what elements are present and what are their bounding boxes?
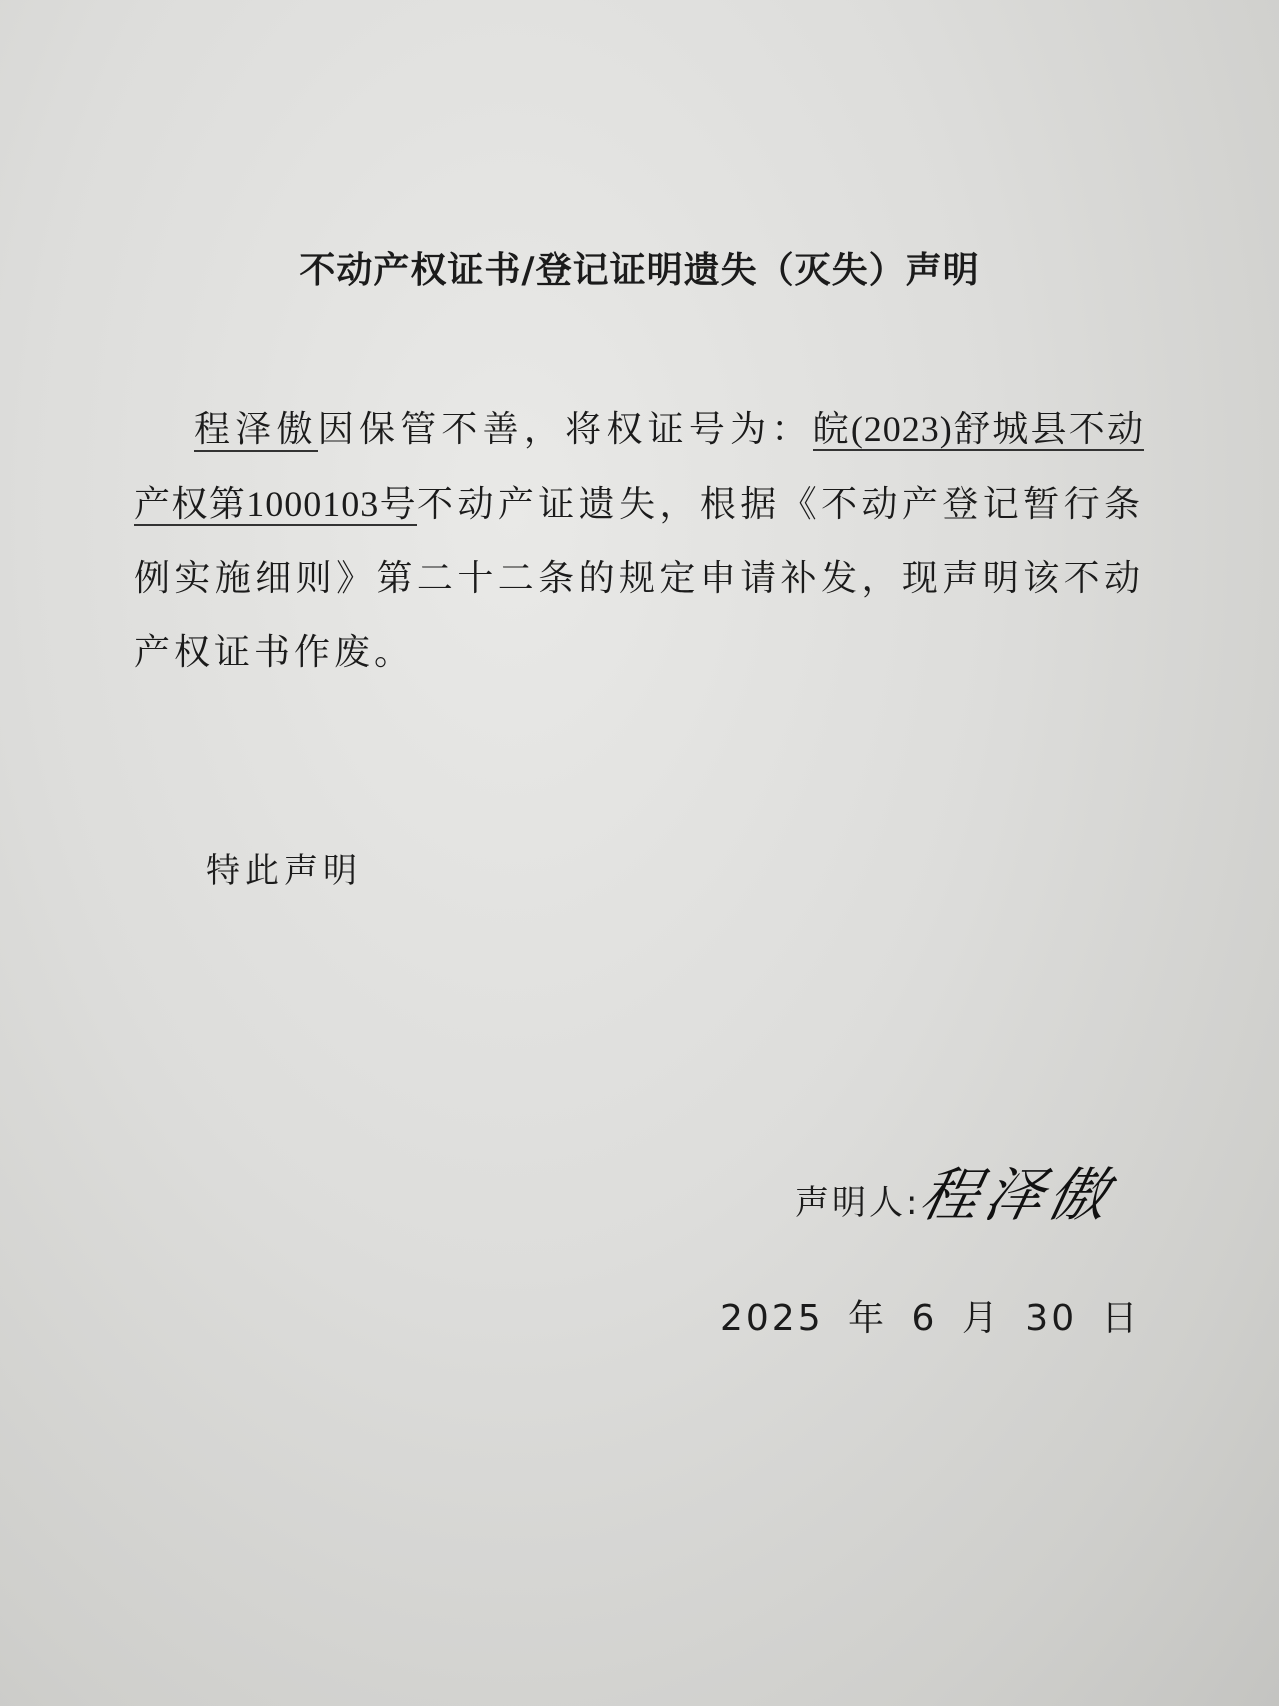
- owner-name: 程泽傲: [194, 409, 318, 450]
- closing-statement: 特此声明: [206, 851, 362, 891]
- declarant-line: [795, 1140, 1121, 1229]
- declarant-label: 声明人:: [795, 1183, 921, 1223]
- document-title: 不动产权证书/登记证明遗失（灭失）声明: [299, 250, 980, 291]
- handwritten-signature: 程泽傲: [914, 1161, 1121, 1229]
- body-text-part-1: 因保管不善，将权证号为：: [317, 409, 813, 450]
- declaration-body: [134, 392, 1144, 690]
- certificate-number: 皖(2023)舒城县不动产权第1000103号: [134, 409, 1144, 524]
- body-text-part-2: 不动产证遗失，根据《不动产登记暂行条例实施细则》第二十二条的规定申请补发，现声明该不动产权证书作废。: [134, 484, 1144, 673]
- declaration-date: 2025 年 6 月 30 日: [720, 1298, 1141, 1339]
- declaration-paragraph: [134, 392, 1144, 690]
